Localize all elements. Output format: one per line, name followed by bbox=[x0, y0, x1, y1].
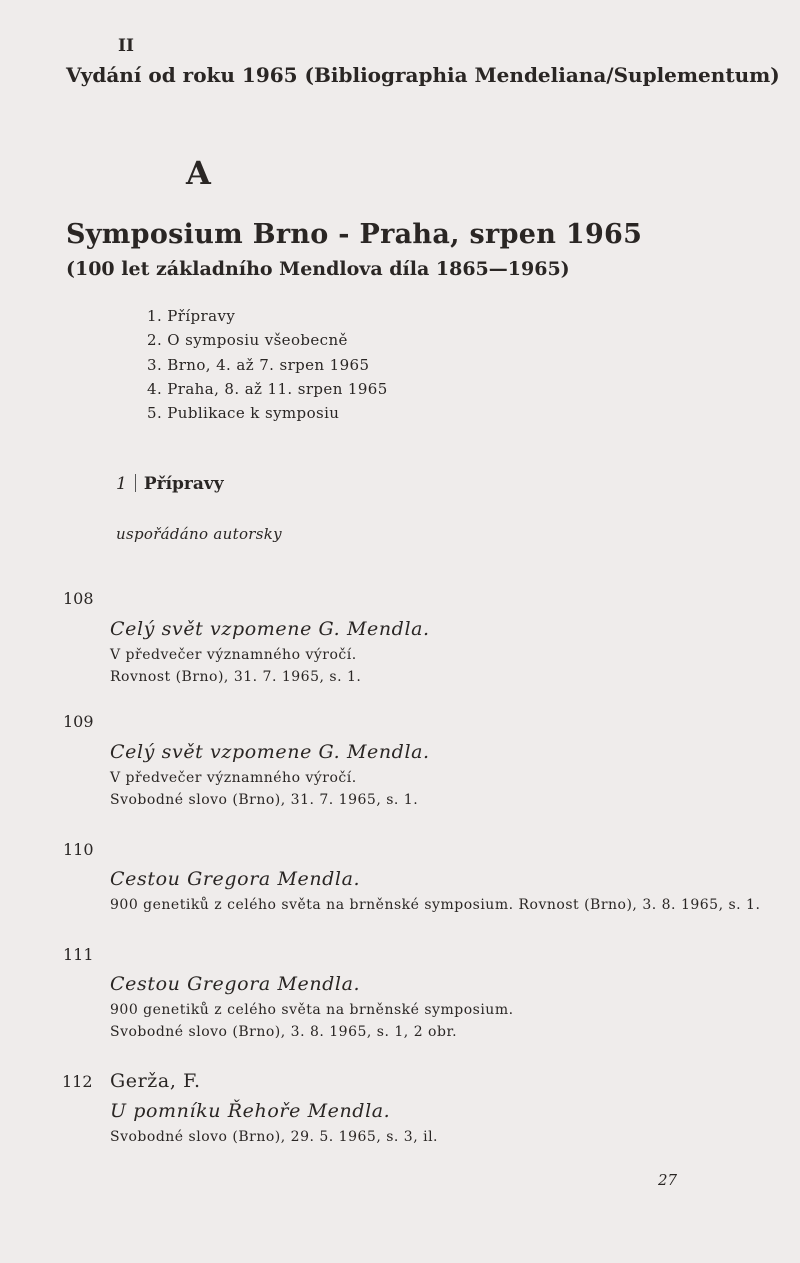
entry-number: 109 bbox=[63, 712, 94, 731]
section-title: Vydání od roku 1965 (Bibliographia Mendeliana/Suplementum) bbox=[66, 63, 780, 87]
section-letter: A bbox=[186, 154, 211, 192]
roman-numeral: II bbox=[118, 36, 134, 56]
subsection-number: 1 bbox=[116, 474, 127, 494]
arrangement-note: uspořádáno autorsky bbox=[116, 525, 282, 543]
bibliography-entry bbox=[110, 864, 760, 916]
entry-author: Gerža, F. bbox=[110, 1070, 201, 1092]
page-number: 27 bbox=[658, 1171, 678, 1189]
bibliography-entry bbox=[110, 614, 430, 688]
entry-number: 110 bbox=[63, 840, 94, 859]
entry-title: Cestou Gregora Mendla. bbox=[110, 973, 361, 995]
toc-item: 5. Publikace k symposiu bbox=[147, 404, 340, 423]
entry-line: 900 genetiků z celého světa na brněnské symposium. bbox=[110, 1002, 514, 1018]
entry-number: 111 bbox=[63, 945, 94, 964]
entry-title: Celý svět vzpomene G. Mendla. bbox=[110, 618, 430, 640]
entry-title: Cestou Gregora Mendla. bbox=[110, 868, 361, 890]
divider bbox=[135, 474, 136, 492]
entry-line: V předvečer významného výročí. bbox=[110, 770, 357, 786]
bibliography-entry bbox=[110, 969, 514, 1043]
toc-item: 3. Brno, 4. až 7. srpen 1965 bbox=[147, 355, 370, 374]
entry-number: 112 bbox=[62, 1072, 93, 1091]
subsection-title: Přípravy bbox=[143, 474, 224, 494]
toc-item: 2. O symposiu všeobecně bbox=[147, 331, 348, 350]
entry-line: 900 genetiků z celého světa na brněnské symposium. Rovnost (Brno), 3. 8. 1965, s. 1. bbox=[110, 897, 761, 913]
entry-line: Rovnost (Brno), 31. 7. 1965, s. 1. bbox=[110, 669, 362, 685]
entry-line: Svobodné slovo (Brno), 3. 8. 1965, s. 1, 2 obr. bbox=[110, 1024, 458, 1040]
bibliography-entry bbox=[110, 1096, 438, 1148]
entry-line: Svobodné slovo (Brno), 31. 7. 1965, s. 1. bbox=[110, 792, 419, 808]
entry-title: Celý svět vzpomene G. Mendla. bbox=[110, 741, 430, 763]
bibliography-entry bbox=[110, 737, 430, 811]
toc-item: 1. Přípravy bbox=[147, 307, 236, 325]
page-subheading: (100 let základního Mendlova díla 1865—1965) bbox=[66, 258, 570, 280]
subsection-heading bbox=[116, 474, 224, 494]
entry-title: U pomníku Řehoře Mendla. bbox=[110, 1100, 391, 1122]
toc-item: 4. Praha, 8. až 11. srpen 1965 bbox=[147, 379, 388, 398]
entry-line: Svobodné slovo (Brno), 29. 5. 1965, s. 3, il. bbox=[110, 1129, 439, 1145]
entry-line: V předvečer významného výročí. bbox=[110, 647, 357, 663]
entry-number: 108 bbox=[63, 589, 94, 608]
table-of-contents bbox=[147, 304, 388, 425]
page-heading: Symposium Brno - Praha, srpen 1965 bbox=[66, 219, 643, 250]
